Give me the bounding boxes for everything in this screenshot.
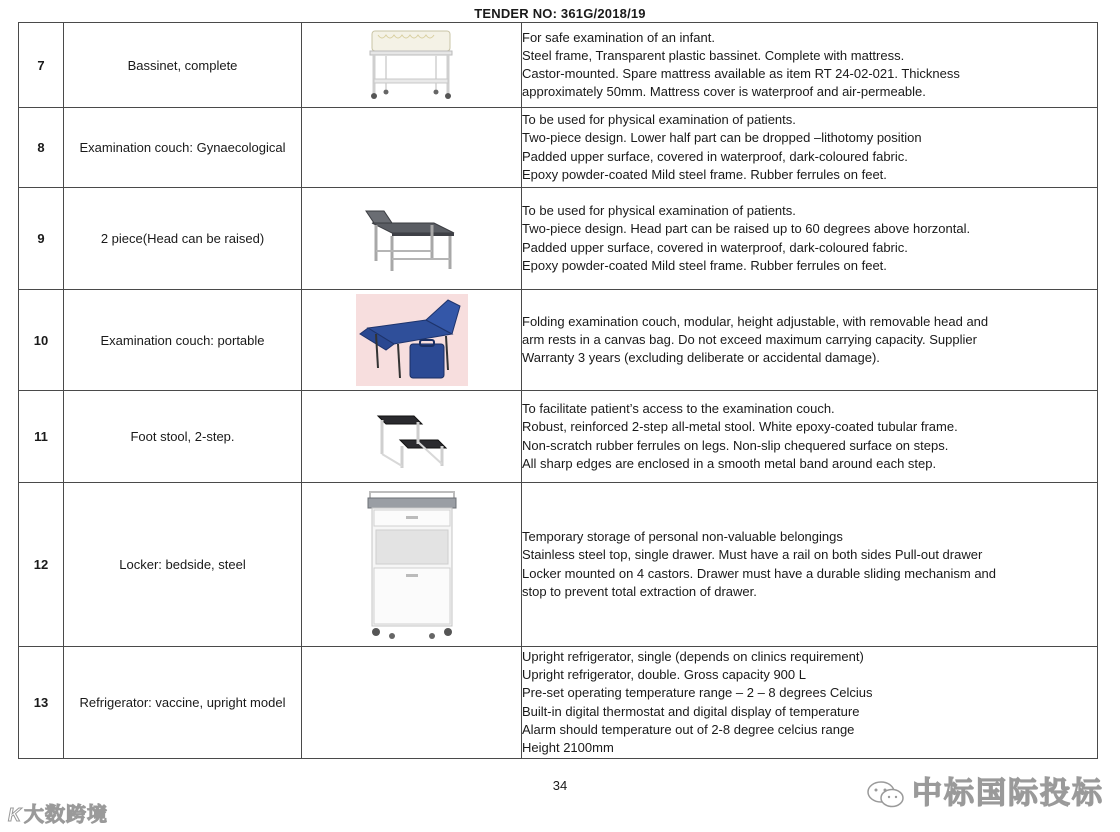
description-line: Built-in digital thermostat and digital display of temperature: [522, 703, 860, 719]
item-number: 11: [19, 391, 64, 483]
watermark-right-text: 中标国际投标: [912, 777, 1104, 810]
item-image-cell: [302, 391, 522, 483]
item-description: [522, 290, 1098, 391]
item-number: 10: [19, 290, 64, 391]
description-line: Temporary storage of personal non-valuable belongings: [522, 529, 843, 545]
description-line: Alarm should temperature out of 2-8 degree celcius range: [522, 721, 855, 737]
table-row: [19, 290, 1098, 391]
watermark-left-text: 大数跨境: [24, 804, 108, 826]
watermark-right: [866, 768, 1104, 812]
description-line: Locker mounted on 4 castors. Drawer must have a durable sliding mechanism and: [522, 565, 997, 581]
item-image-cell: [302, 290, 522, 391]
item-number: 12: [19, 483, 64, 647]
item-name: 2 piece(Head can be raised): [64, 188, 302, 290]
description-line: Upright refrigerator, double. Gross capacity 900 L: [522, 667, 806, 683]
description-line: Epoxy powder-coated Mild steel frame. Rubber ferrules on feet.: [522, 257, 887, 273]
description-line: To be used for physical examination of patients.: [522, 203, 796, 219]
item-description: [522, 391, 1098, 483]
item-name: Foot stool, 2-step.: [64, 391, 302, 483]
item-name: Bassinet, complete: [64, 23, 302, 108]
description-line: Pre-set operating temperature range – 2 – 8 degrees Celcius: [522, 685, 873, 701]
item-image-cell: [302, 108, 522, 188]
table-row: [19, 391, 1098, 483]
item-description: [522, 188, 1098, 290]
item-name: Locker: bedside, steel: [64, 483, 302, 647]
table-row: [19, 647, 1098, 759]
description-line: Stainless steel top, single drawer. Must have a rail on both sides Pull-out drawer: [522, 547, 983, 563]
description-line: Warranty 3 years (excluding deliberate or accidental damage).: [522, 350, 880, 366]
description-line: Two-piece design. Head part can be raised up to 60 degrees above horzontal.: [522, 221, 971, 237]
item-description: [522, 108, 1098, 188]
description-line: arm rests in a canvas bag. Do not exceed maximum carrying capacity. Supplier: [522, 331, 977, 347]
description-line: Steel frame, Transparent plastic bassinet. Complete with mattress.: [522, 47, 905, 63]
table-row: [19, 23, 1098, 108]
item-image-cell: [302, 647, 522, 759]
description-line: Height 2100mm: [522, 739, 614, 755]
table-row: [19, 483, 1098, 647]
description-line: Castor-mounted. Spare mattress available as item RT 24-02-021. Thickness: [522, 66, 960, 81]
item-name: Refrigerator: vaccine, upright model: [64, 647, 302, 759]
item-image-cell: [302, 23, 522, 108]
watermark-left: [8, 798, 108, 827]
item-image-cell: [302, 483, 522, 647]
table-row: [19, 188, 1098, 290]
description-line: All sharp edges are enclosed in a smooth metal band around each step.: [522, 455, 937, 471]
description-line: approximately 50mm. Mattress cover is waterproof and air-permeable.: [522, 84, 926, 100]
description-line: Robust, reinforced 2-step all-metal stool. White epoxy-coated tubular frame.: [522, 419, 958, 435]
description-line: Upright refrigerator, single (depends on clinics requirement): [522, 648, 864, 664]
foot-stool-image: [372, 402, 452, 472]
description-line: To be used for physical examination of patients.: [522, 112, 796, 128]
portable-couch-image: [356, 294, 468, 386]
description-line: Non-scratch rubber ferrules on legs. Non-slip chequered surface on steps.: [522, 437, 949, 453]
description-line: To facilitate patient’s access to the examination couch.: [522, 401, 835, 417]
item-number: 7: [19, 23, 64, 108]
item-number: 9: [19, 188, 64, 290]
bedside-locker-image: [366, 490, 458, 640]
item-description: [522, 483, 1098, 647]
item-image-cell: [302, 188, 522, 290]
specification-table: [18, 22, 1098, 759]
description-line: Padded upper surface, covered in waterproof, dark-coloured fabric.: [522, 239, 908, 255]
item-description: [522, 23, 1098, 108]
item-number: 13: [19, 647, 64, 759]
tender-title: TENDER NO: 361G/2018/19: [474, 6, 646, 21]
item-name: Examination couch: portable: [64, 290, 302, 391]
description-line: Epoxy powder-coated Mild steel frame. Rubber ferrules on feet.: [522, 166, 887, 182]
logo-icon: K: [8, 805, 22, 825]
item-number: 8: [19, 108, 64, 188]
description-line: For safe examination of an infant.: [522, 29, 715, 45]
page-number: 34: [552, 778, 568, 793]
description-line: stop to prevent total extraction of drawer.: [522, 583, 757, 599]
description-line: Folding examination couch, modular, height adjustable, with removable head and: [522, 313, 989, 329]
description-line: Two-piece design. Lower half part can be dropped –lithotomy position: [522, 130, 922, 146]
bassinet-image: [362, 27, 462, 103]
item-description: [522, 647, 1098, 759]
item-name: Examination couch: Gynaecological: [64, 108, 302, 188]
description-line: Padded upper surface, covered in waterproof, dark-coloured fabric.: [522, 148, 908, 164]
wechat-icon: [866, 779, 906, 811]
examination-couch-image: [362, 203, 462, 275]
table-row: [19, 108, 1098, 188]
